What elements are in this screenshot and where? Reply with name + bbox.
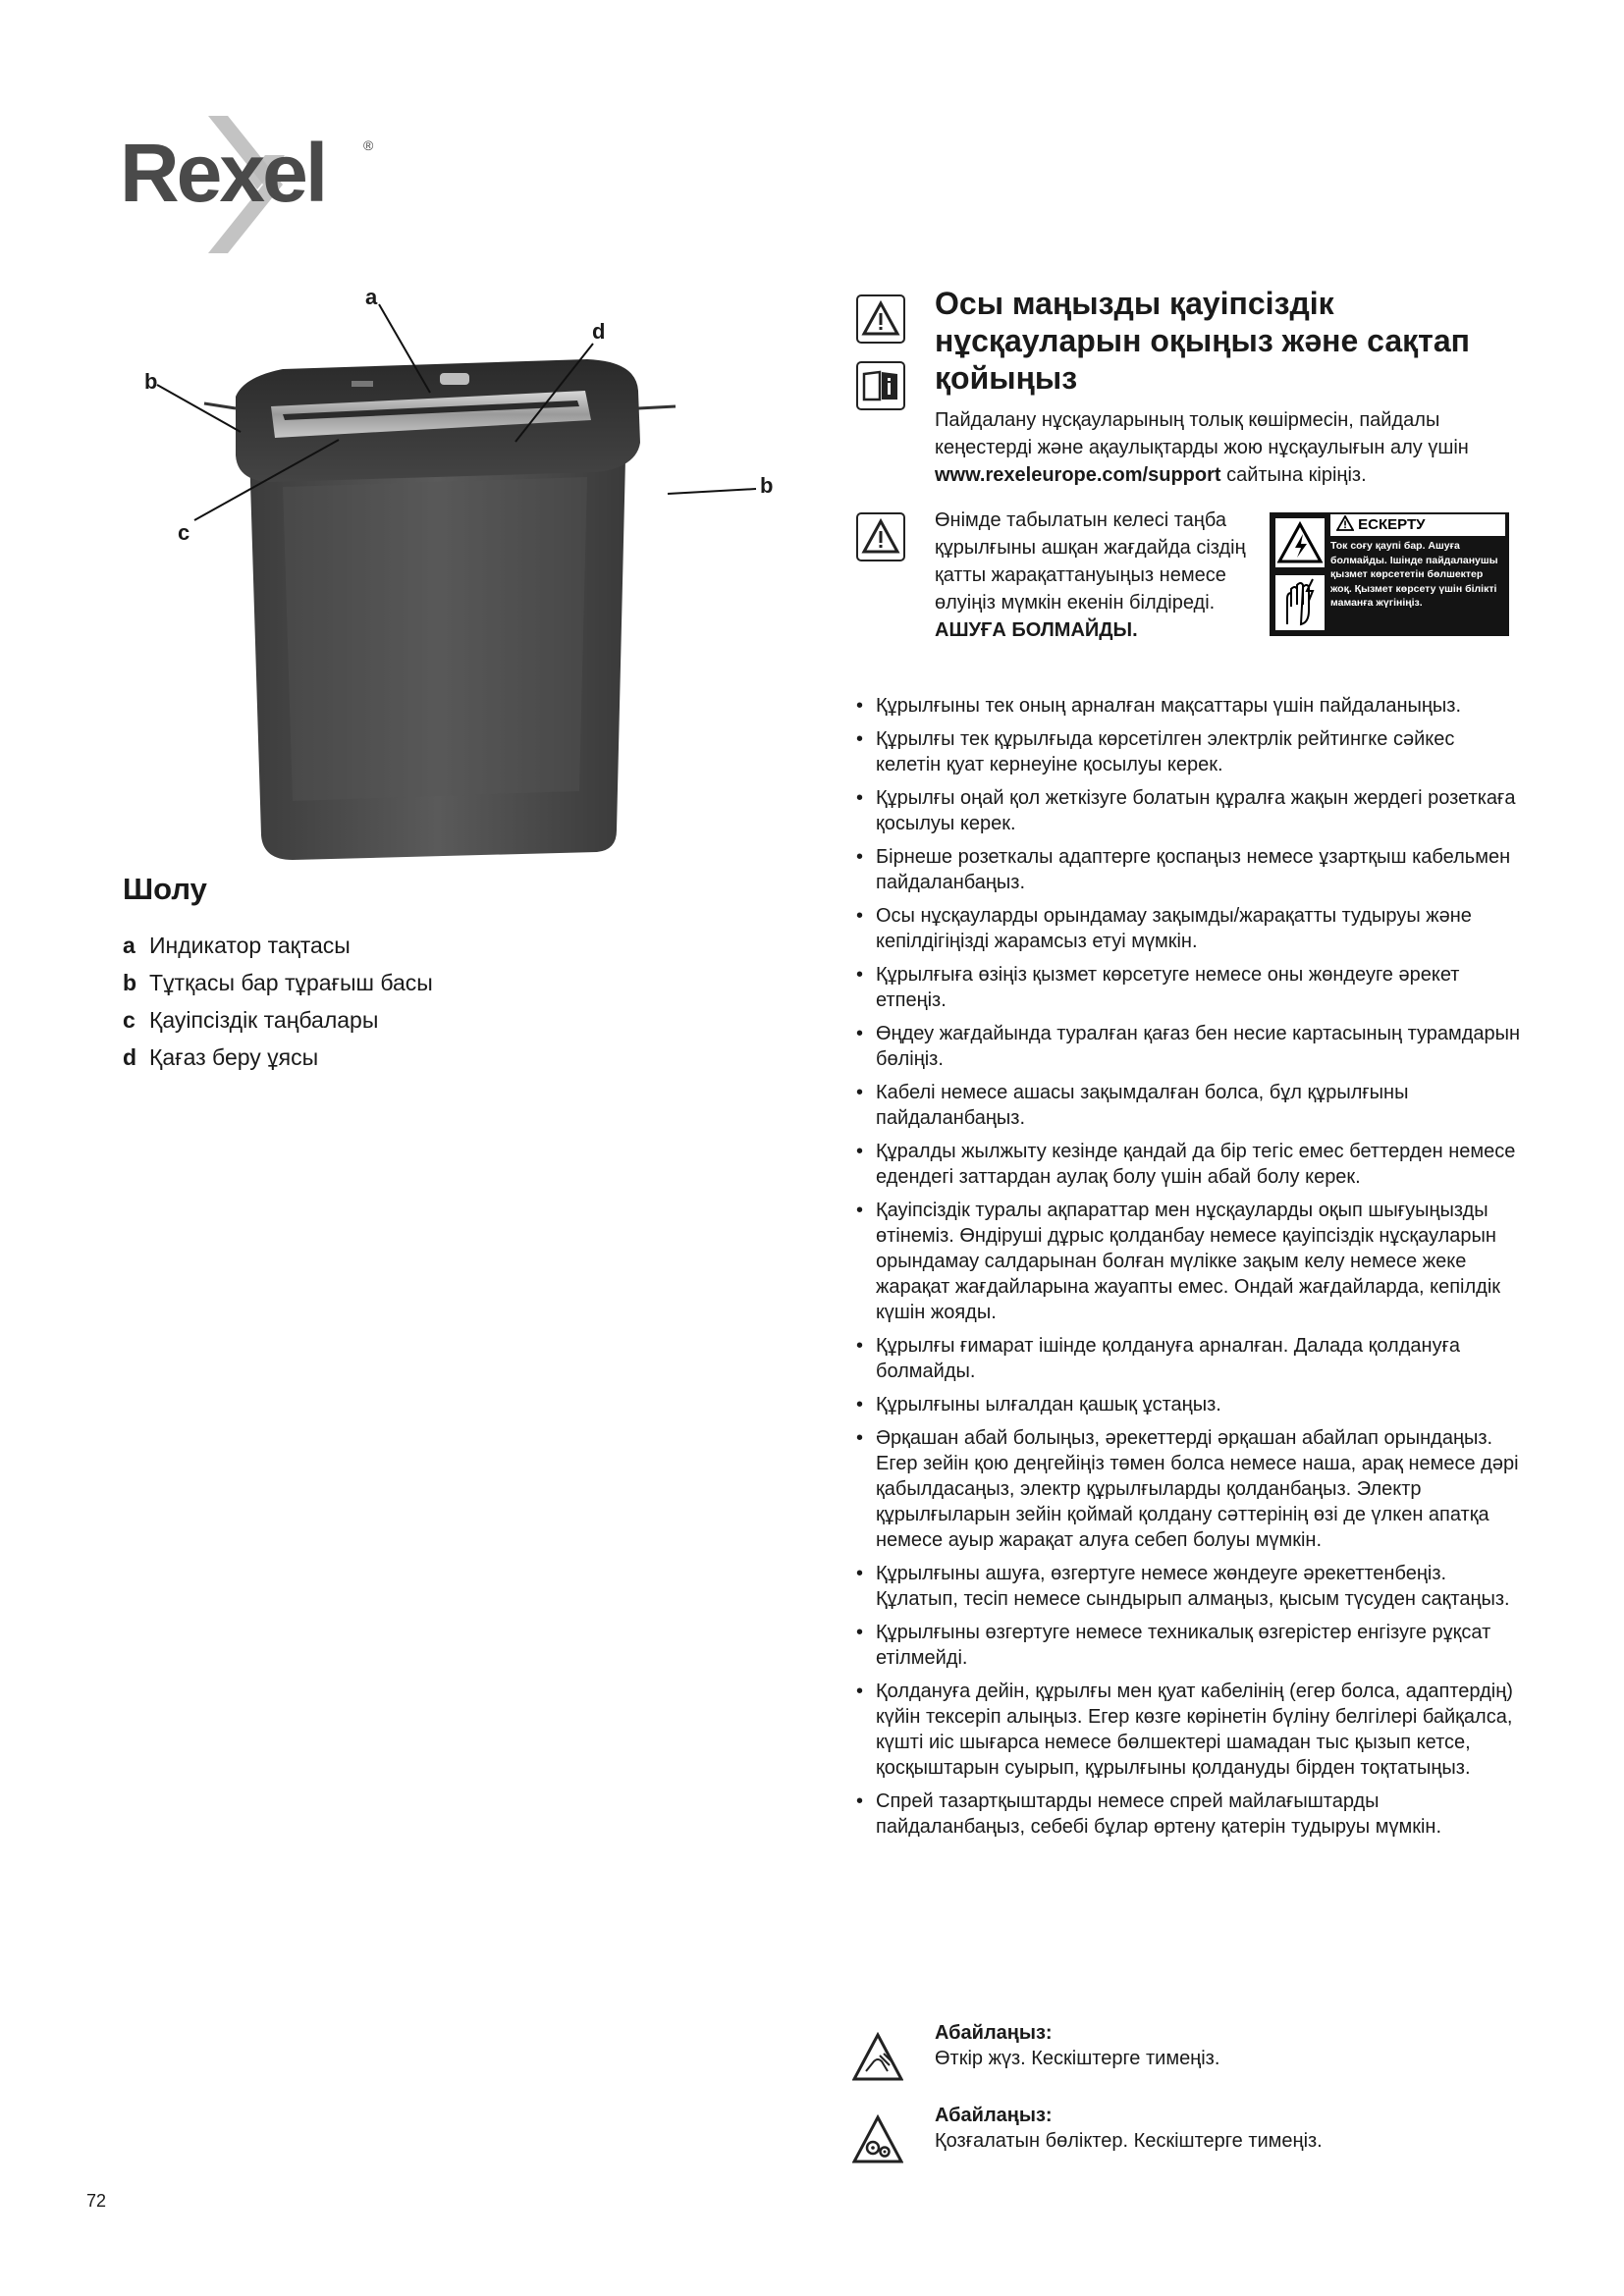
callout-b-left: b (144, 369, 158, 394)
safety-bullets (856, 693, 1524, 1847)
safety-intro: Пайдалану нұсқауларының толық көшірмесін, пайдалы кеңестерді және ақаулықтарды жою нұсқаулығын алу үшін www.rexeleurope.com/support сайтына кіріңіз. (935, 409, 1469, 486)
list-item: • Кабелі немесе ашасы зақымдалған болса, бұл құрылғыны пайдаланбаңыз. (856, 1080, 1524, 1131)
list-item: • Құрылғыны ылғалдан қашық ұстаңыз. (856, 1392, 1524, 1417)
label-body: Ток соғу қаупі бар. Ашуға болмайды. Ішінде пайдаланушы қызмет көрсететін бөлшектер жоқ. Қызмет көрсету үшін білікті маманға жүгініңіз. (1330, 540, 1498, 609)
list-item: • Құрылғыны ашуға, өзгертуге немесе жөндеуге әрекеттенбеңіз. Құлатып, тесіп немесе сындырып алмаңыз, қысым түсуден сақтаңыз. (856, 1561, 1524, 1612)
warning-triangle-icon (856, 294, 905, 344)
warning-label (1270, 512, 1509, 636)
list-item: • Спрей тазартқыштарды немесе спрей майлағыштарды пайдаланбаңыз, себебі бұлар өртену қатерін тудыруы мүмкін. (856, 1789, 1524, 1840)
label-title: ЕСКЕРТУ (1330, 514, 1505, 536)
sharp-blade-warning-icon (852, 2032, 903, 2083)
callout-a: a (365, 285, 378, 309)
moving-parts-warning-icon (852, 2114, 903, 2165)
overview-item: d Қағаз беру ұясы (123, 1044, 319, 1070)
overview-item: a Индикатор тақтасы (123, 933, 351, 958)
list-item: • Осы нұсқауларды орындамау зақымды/жарақатты тудыруы және кепілдігіңізді жарамсыз етуі мүмкін. (856, 903, 1524, 954)
read-manual-icon (856, 361, 905, 410)
do-not-open-text: АШУҒА БОЛМАЙДЫ. (935, 619, 1138, 641)
list-item: • Құрылғыны өзгертуге немесе техникалық өзгерістер енгізуге рұқсат етілмейді. (856, 1620, 1524, 1671)
caution-title: Абайлаңыз: (935, 2022, 1053, 2044)
support-link[interactable]: www.rexeleurope.com/support (935, 464, 1221, 486)
list-item: • Әрқашан абай болыңыз, әрекеттерді әрқашан абайлап орындаңыз. Егер зейін қою деңгейіңіз төмен болса немесе наша, арақ немесе дәрі қабылдасаңыз, электр құрылғыларды қолданбаңыз. Электр құрылғыларын зейін қоймай қолдану сәттерінің өзі де үлкен апатқа немесе ауыр жарақат алуға себеп болуы мүмкін. (856, 1425, 1524, 1553)
overview-item: b Тұтқасы бар тұрағыш басы (123, 970, 433, 995)
warning-triangle-icon (1336, 515, 1354, 531)
label-icons (1273, 516, 1326, 632)
overview-title: Шолу (123, 872, 207, 906)
list-item: • Құрылғы оңай қол жеткізуге болатын құралға жақын жердегі розеткаға қосылуы керек. (856, 785, 1524, 836)
list-item: • Құрылғы ғимарат ішінде қолдануға арналған. Далада қолдануға болмайды. (856, 1333, 1524, 1384)
list-item: • Өңдеу жағдайында туралған қағаз бен несие картасының турамдарын бөліңіз. (856, 1021, 1524, 1072)
overview-list (123, 927, 673, 1076)
caution-title: Абайлаңыз: (935, 2105, 1053, 2126)
list-item: • Құрылғы тек құрылғыда көрсетілген электрлік рейтингке сәйкес келетін қуат кернеуіне қосылуы керек. (856, 726, 1524, 777)
list-item: • Құрылғыны тек оның арналған мақсаттары үшін пайдаланыңыз. (856, 693, 1524, 719)
list-item: • Құралды жылжыту кезінде қандай да бір тегіс емес беттерден немесе едендегі заттардан аулақ болу үшін абай болу керек. (856, 1139, 1524, 1190)
logo-registered-mark: ® (363, 137, 374, 153)
callout-c: c (178, 520, 190, 545)
page-number: 72 (86, 2191, 107, 2211)
list-item: • Қауіпсіздік туралы ақпараттар мен нұсқауларды оқып шығуыңызды өтінеміз. Өндіруші дұрыс қолданбау немесе қауіпсіздік нұсқауларын орындамау салдарынан болған мүлікке зақым келу немесе жеке жарақат жағдайларына жауапты емес. Ондай жағдайларда, кепілдік күшін жояды. (856, 1198, 1524, 1325)
warning-triangle-icon (856, 512, 905, 561)
safety-title: Осы маңызды қауіпсіздік нұсқауларын оқыңыз және сақтап қойыңыз (935, 286, 1470, 396)
callout-d: d (592, 319, 606, 344)
list-item: • Қолдануға дейін, құрылғы мен қуат кабелінің (егер болса, адаптердің) күйін тексеріп алыңыз. Егер көзге көрінетін бүліну белгілері байқалса, күшті иіс шығарса немесе бөлшектері шамадан тыс қызып кетсе, қосқыштарын суырып, құрылғыны қолдануды бірден тоқтатыңыз. (856, 1679, 1524, 1781)
callout-b-right: b (760, 473, 774, 498)
caution-text: Қозғалатын бөліктер. Кескіштерге тимеңіз. (935, 2130, 1323, 2152)
list-item: • Құрылғыға өзіңіз қызмет көрсетуге немесе оны жөндеуге әрекет етпеңіз. (856, 962, 1524, 1013)
caution-text: Өткір жүз. Кескіштерге тимеңіз. (935, 2048, 1220, 2069)
list-item: • Бірнеше розеткалы адаптерге қоспаңыз немесе ұзартқыш кабельмен пайдаланбаңыз. (856, 844, 1524, 895)
warning-symbol-text: Өнімде табылатын келесі таңба құрылғыны ашқан жағдайда сіздің қатты жарақаттануыңыз немесе өлуіңіз мүмкін екенін білдіреді. АШУҒА БОЛМАЙДЫ. (935, 507, 1269, 644)
overview-item: c Қауіпсіздік таңбалары (123, 1007, 379, 1033)
logo-text: Rexel (120, 127, 326, 219)
